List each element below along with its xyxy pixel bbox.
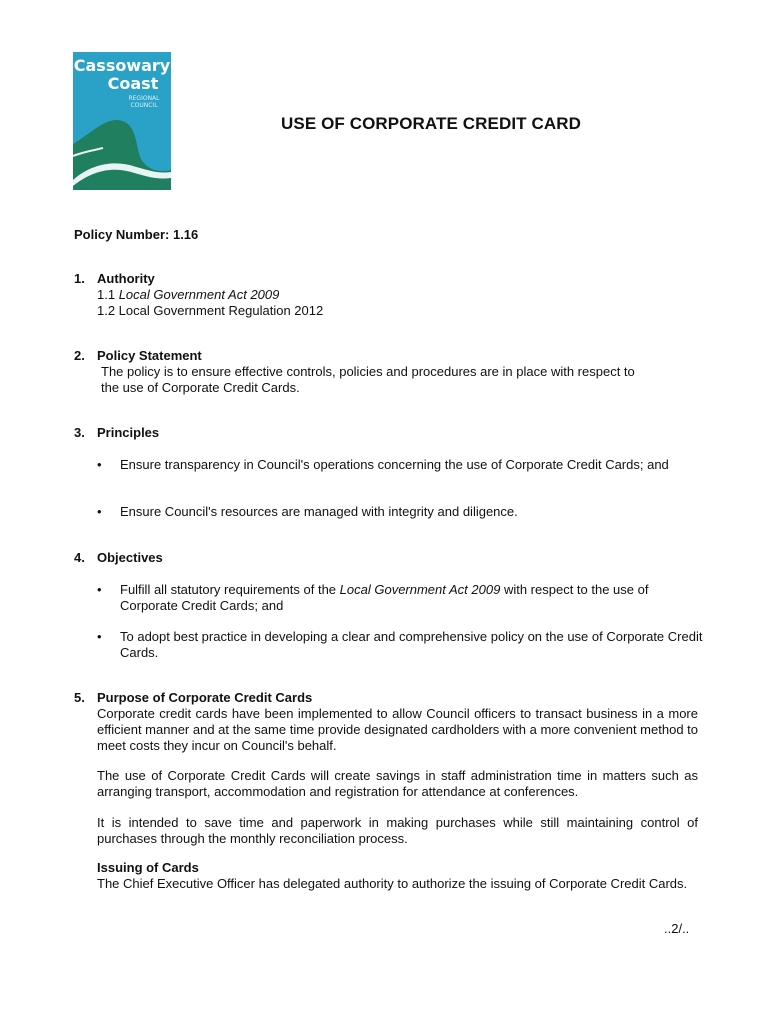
bullet-icon: • xyxy=(97,457,102,472)
logo-text-line4: COUNCIL xyxy=(130,102,158,110)
logo-text-line3: REGIONAL xyxy=(128,95,160,102)
bullet-icon: • xyxy=(97,504,102,519)
logo-text-line1: Cassowary xyxy=(73,56,171,75)
section-heading: Purpose of Corporate Credit Cards xyxy=(97,690,313,705)
section-number: 2. xyxy=(74,348,85,363)
bullet-text: Ensure transparency in Council's operations concerning the use of Corporate Credit Cards; and xyxy=(120,457,669,472)
section-number: 4. xyxy=(74,550,85,565)
authority-item-1 xyxy=(97,287,279,303)
document-title: USE OF CORPORATE CREDIT CARD xyxy=(281,114,581,133)
section-heading: Principles xyxy=(97,425,160,440)
purpose-paragraph-2: The use of Corporate Credit Cards will create savings in staff administration time in matters such as arranging transport, accommodation and registration for attendance at conferences. xyxy=(97,768,698,799)
logo-text-subtitle xyxy=(117,95,171,109)
purpose-paragraph-1: Corporate credit cards have been implemented to allow Council officers to transact business in a more efficient manner and at the same time provide designated cardholders with a more convenient method to meet costs they incur on Council's behalf. xyxy=(97,706,698,753)
bullet-icon: • xyxy=(97,629,102,644)
section-heading: Authority xyxy=(97,271,155,286)
bullet-text xyxy=(120,582,705,614)
section-number: 5. xyxy=(74,690,85,705)
section-number: 1. xyxy=(74,271,85,286)
section-heading: Policy Statement xyxy=(97,348,202,363)
authority-item-1-number: 1.1 xyxy=(97,287,116,302)
authority-item-1-text: Local Government Act 2009 xyxy=(118,287,280,302)
council-logo xyxy=(73,52,171,190)
authority-item-2: 1.2 Local Government Regulation 2012 xyxy=(97,303,324,318)
bullet-text: Ensure Council's resources are managed with integrity and diligence. xyxy=(120,504,518,519)
bullet-text-italic: Local Government Act 2009 xyxy=(339,582,501,597)
section-number: 3. xyxy=(74,425,85,440)
issuing-heading: Issuing of Cards xyxy=(97,860,199,875)
bullet-text: To adopt best practice in developing a clear and comprehensive policy on the use of Corporate Credit Cards. xyxy=(120,629,703,660)
bullet-text-post: with respect to the use of Corporate Credit Cards; and xyxy=(120,582,649,613)
page-indicator: ..2/.. xyxy=(664,921,690,936)
policy-number: Policy Number: 1.16 xyxy=(74,227,199,242)
bullet-icon: • xyxy=(97,582,102,597)
statement-line-2: the use of Corporate Credit Cards. xyxy=(101,380,300,395)
issuing-paragraph: The Chief Executive Officer has delegated authority to authorize the issuing of Corporate Credit Cards. xyxy=(97,876,688,891)
bullet-text-pre: Fulfill all statutory requirements of the xyxy=(120,582,340,597)
statement-line-1: The policy is to ensure effective controls, policies and procedures are in place with respect to xyxy=(101,364,635,379)
logo-text-line2: Coast xyxy=(107,74,159,93)
purpose-paragraph-3: It is intended to save time and paperwork in making purchases while still maintaining control of purchases through the monthly reconciliation process. xyxy=(97,815,698,846)
section-heading: Objectives xyxy=(97,550,163,565)
